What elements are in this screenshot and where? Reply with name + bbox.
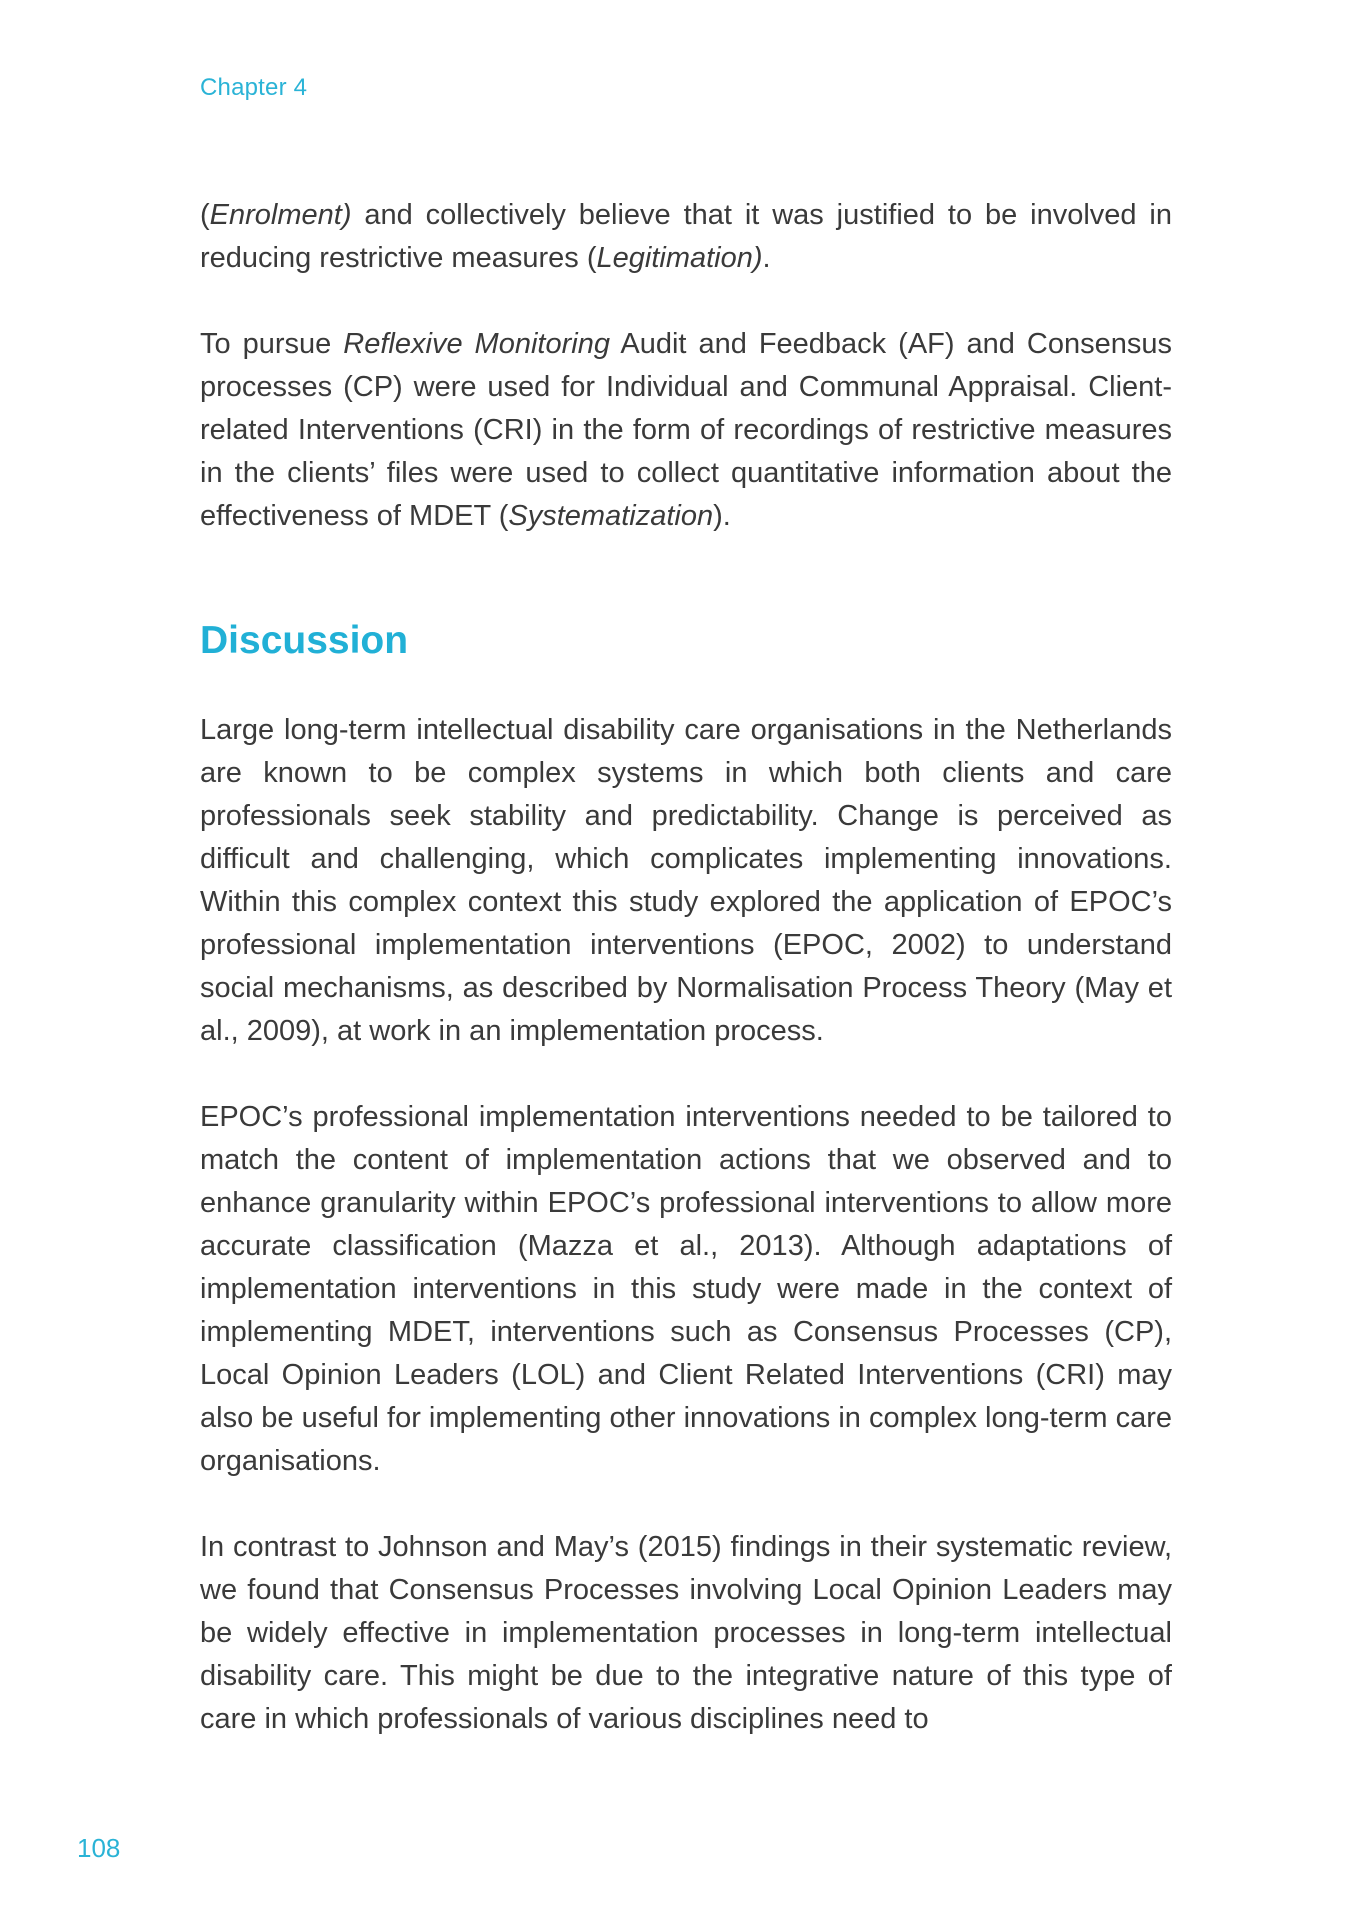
page-number: 108 bbox=[77, 1833, 121, 1863]
term-systematization: Systematization bbox=[508, 500, 714, 532]
term-legitimation: Legitimation) bbox=[596, 242, 763, 274]
running-head: Chapter 4 bbox=[200, 74, 308, 101]
section-heading-discussion: Discussion bbox=[200, 619, 409, 662]
text-span: ( bbox=[200, 199, 210, 231]
term-enrolment: Enrolment) bbox=[209, 199, 352, 231]
paragraph-reflexive-monitoring bbox=[200, 323, 1172, 538]
paragraph-discussion-2: EPOC’s professional implementation interventions needed to be tailored to match the content of implementation actions that we observed and to enhance granularity within EPOC’s professional interventions to allow more accurate classification (Mazza et al., 2013). Although adaptations of implementation interventions in this study were made in the context of implementing MDET, interventions such as Consensus Processes (CP), Local Opinion Leaders (LOL) and Client Related Interventions (CRI) may also be useful for implementing other innovations in complex long-term care organisations. bbox=[200, 1101, 1172, 1477]
text-span: To pursue bbox=[200, 328, 344, 360]
page-body bbox=[200, 194, 1172, 1741]
text-span: . bbox=[762, 242, 771, 274]
text-span: ). bbox=[713, 500, 731, 532]
text-span: Audit and Feedback (AF) and Consensus processes (CP) were used for Individual and Communal Appraisal. Client-related Interventions (CRI) in the form of recordings of restrictive measures in the clients’ files were used to collect quantitative information about the effectiveness of MDET ( bbox=[200, 328, 1172, 532]
paragraph-discussion-3: In contrast to Johnson and May’s (2015) findings in their systematic review, we found that Consensus Processes involving Local Opinion Leaders may be widely effective in implementation processes in long-term intellectual disability care. This might be due to the integrative nature of this type of care in which professionals of various disciplines need to bbox=[200, 1531, 1172, 1735]
paragraph-discussion-1: Large long-term intellectual disability care organisations in the Netherlands are known to be complex systems in which both clients and care professionals seek stability and predictability. Change is perceived as difficult and challenging, which complicates implementing innovations. Within this complex context this study explored the application of EPOC’s professional implementation interventions (EPOC, 2002) to understand social mechanisms, as described by Normalisation Process Theory (May et al., 2009), at work in an implementation process. bbox=[200, 714, 1172, 1047]
paragraph-enrolment bbox=[200, 194, 1172, 280]
term-reflexive-monitoring: Reflexive Monitoring bbox=[343, 328, 610, 360]
text-span: and collectively believe that it was justified to be involved in reducing restrictive measures ( bbox=[200, 199, 1172, 274]
